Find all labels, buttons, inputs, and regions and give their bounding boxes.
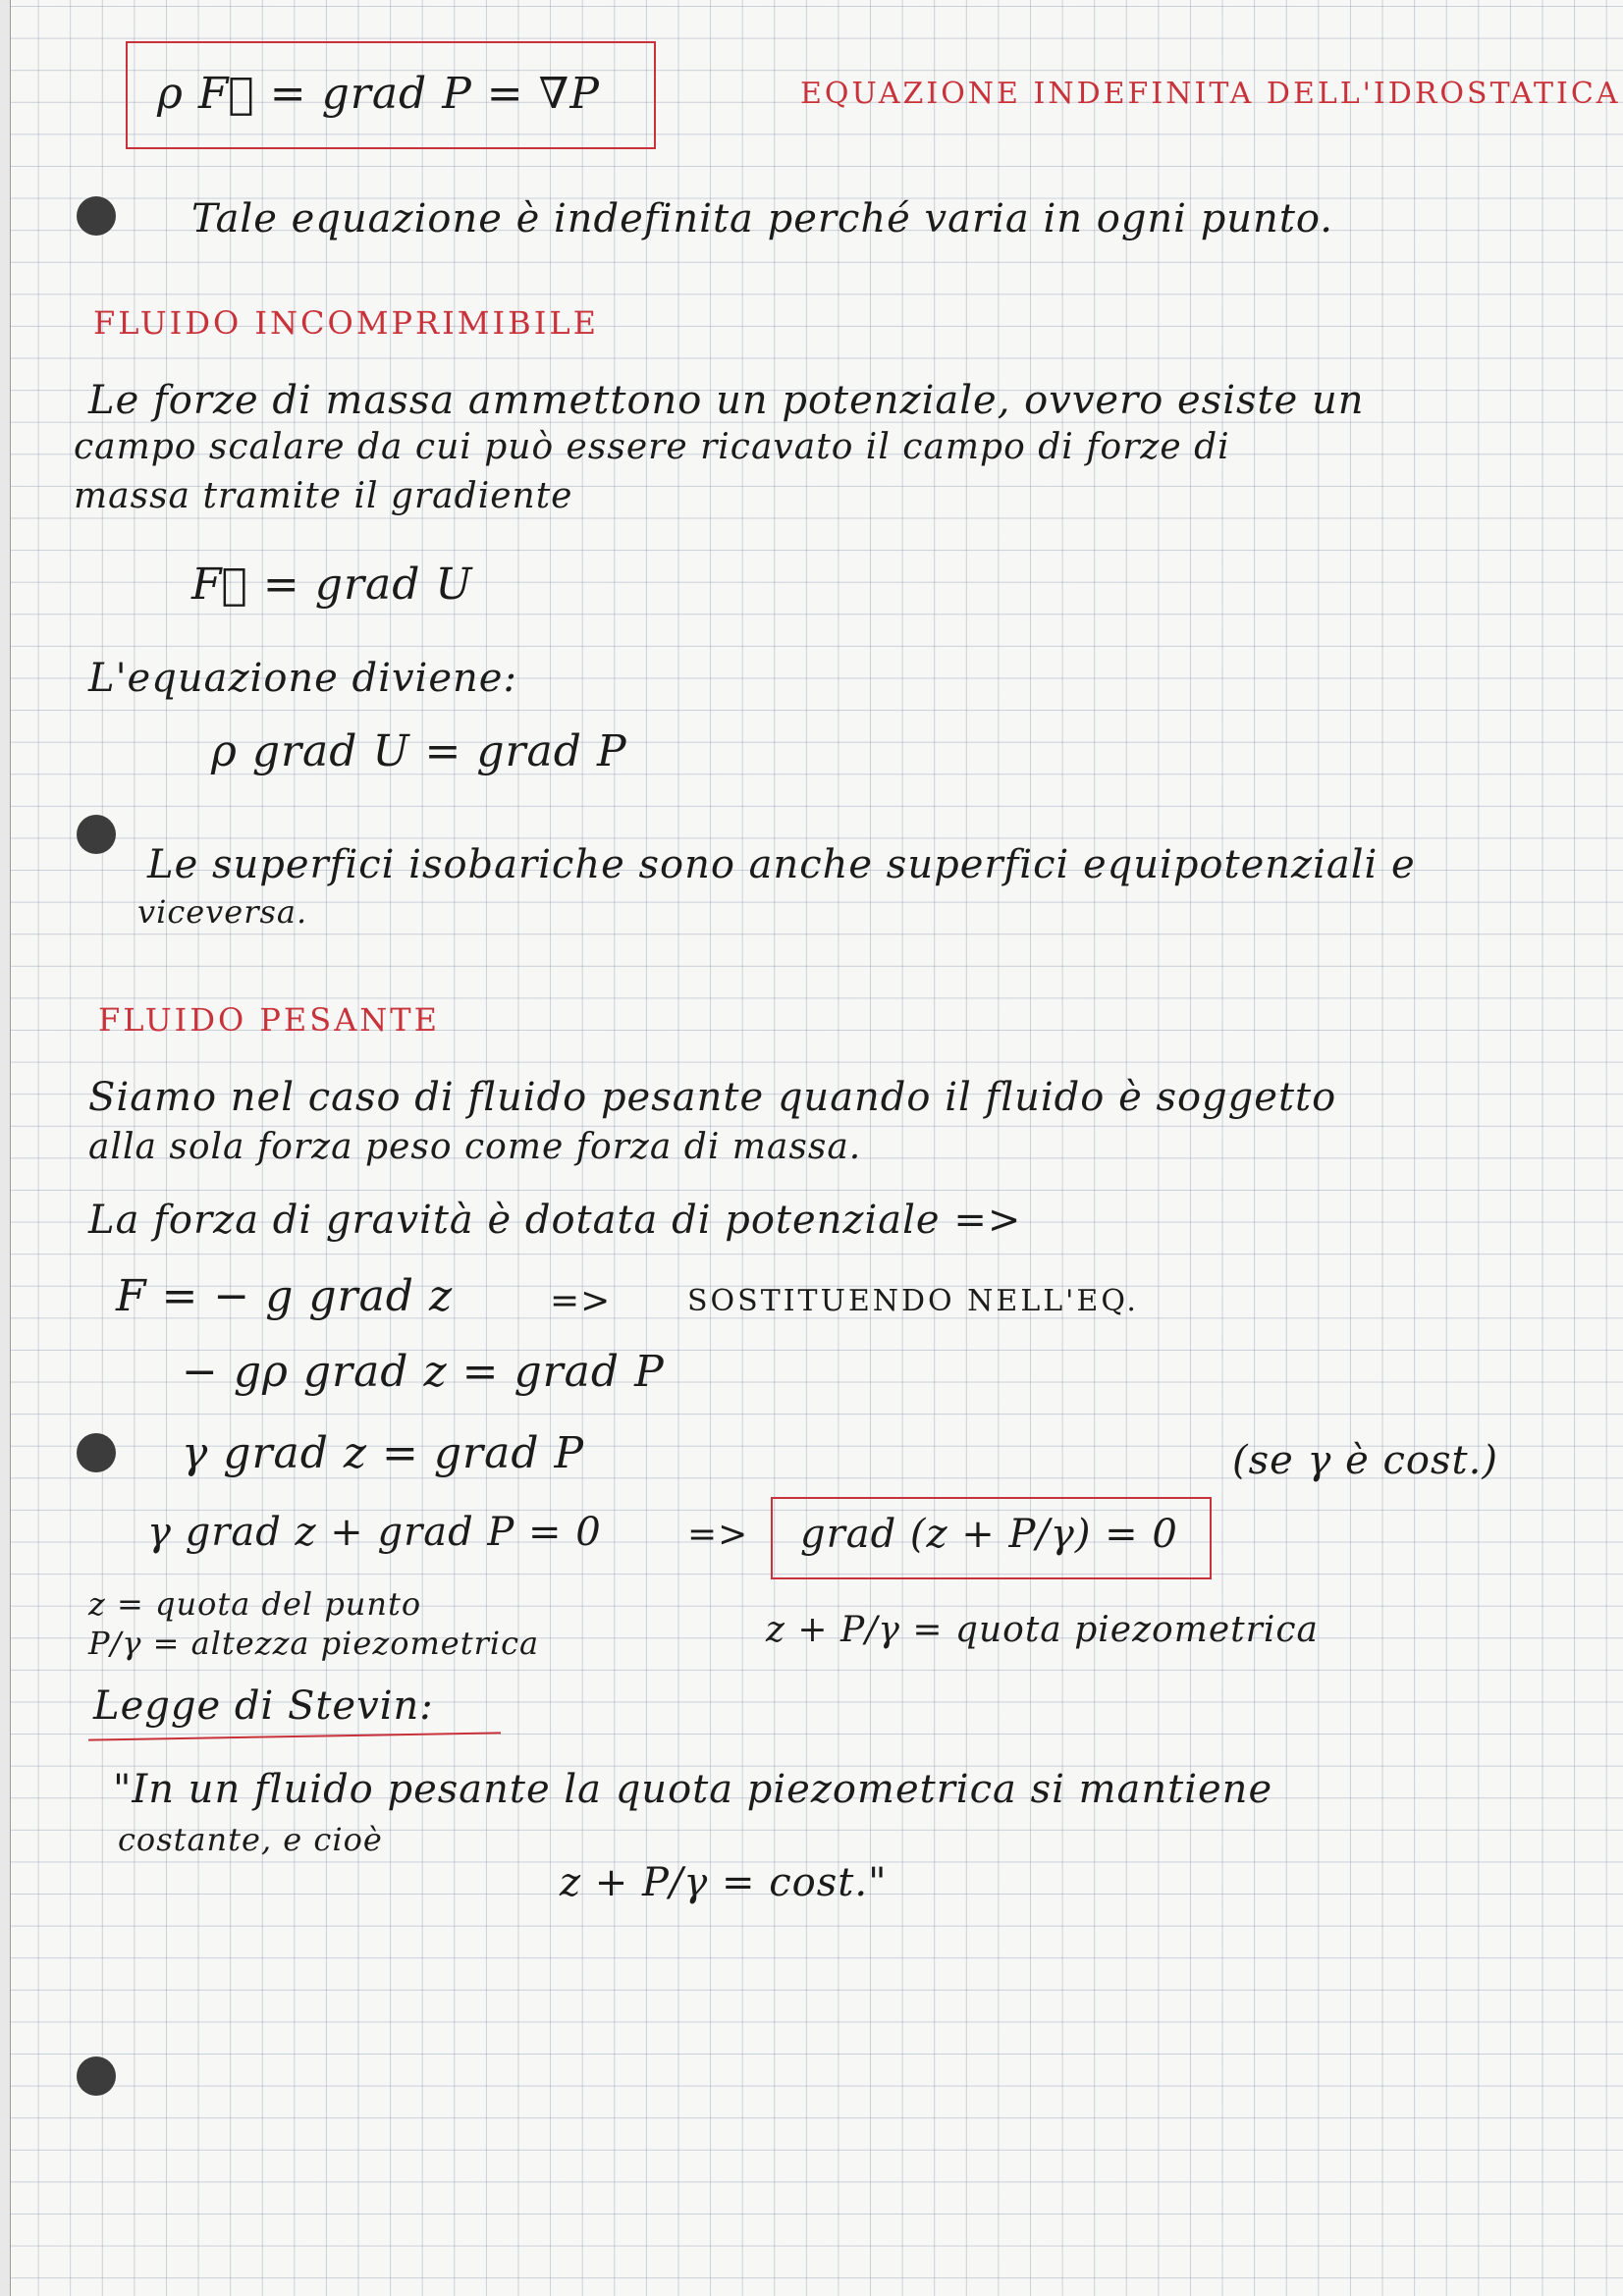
section-title-right: EQUAZIONE INDEFINITA DELL'IDROSTATICA [800,77,1621,111]
eq-sum-zero: γ grad z + grad P = 0 [147,1510,602,1555]
arrow-substituting: => [550,1281,612,1321]
eq-gamma: γ grad z = grad P [182,1428,585,1478]
law-title-underline [88,1732,501,1740]
def-p-gamma: P/γ = altezza piezometrica [88,1625,540,1662]
def-z: z = quota del punto [88,1585,422,1623]
heading-heavy: FLUIDO PESANTE [98,1001,440,1039]
law-title: Legge di Stevin: [93,1683,434,1729]
eq-rho-gradU: ρ grad U = grad P [211,726,627,776]
substituting-label: SOSTITUENDO NELL'EQ. [687,1284,1139,1318]
equation-becomes: L'equazione diviene: [88,656,517,701]
law-formula: z + P/γ = cost." [560,1860,888,1905]
boxed-result: grad (z + P/γ) = 0 [800,1512,1178,1557]
punch-hole-2 [77,815,116,854]
def-quota-piezometrica: z + P/γ = quota piezometrica [766,1610,1319,1650]
para2-line1: Siamo nel caso di fluido pesante quando il fluido è soggetto [88,1075,1337,1120]
eq-rho-g: − gρ grad z = grad P [182,1347,665,1397]
para1-line3: massa tramite il gradiente [74,476,573,516]
isobaric-line2: viceversa. [137,893,308,931]
gravity-line: La forza di gravità è dotata di potenziale => [88,1198,1022,1243]
if-gamma-const: (se γ è cost.) [1232,1438,1498,1483]
isobaric-line1: Le superfici isobariche sono anche superfici equipotenziali e [147,842,1416,887]
eq-F-gradz: F = − g grad z [116,1271,454,1321]
punch-hole-4 [77,2056,116,2096]
eq-F-gradU: F⃗ = grad U [191,560,473,610]
punch-hole-1 [77,196,116,236]
para1-line1: Le forze di massa ammettono un potenziale, ovvero esiste un [88,378,1365,423]
law-line2: costante, e cioè [118,1821,383,1858]
para1-line2: campo scalare da cui può essere ricavato il campo di forze di [74,427,1230,467]
formula-main: ρ F⃗ = grad P = ∇P [157,69,600,119]
law-line1: "In un fluido pesante la quota piezometrica si mantiene [113,1767,1273,1812]
punch-hole-3 [77,1433,116,1472]
para2-line2: alla sola forza peso come forza di massa. [88,1127,862,1167]
indefinite-note: Tale equazione è indefinita perché varia in ogni punto. [191,196,1333,241]
notebook-margin-strip [0,0,11,2296]
arrow2: => [687,1515,749,1555]
heading-incompressible: FLUIDO INCOMPRIMIBILE [93,304,599,342]
